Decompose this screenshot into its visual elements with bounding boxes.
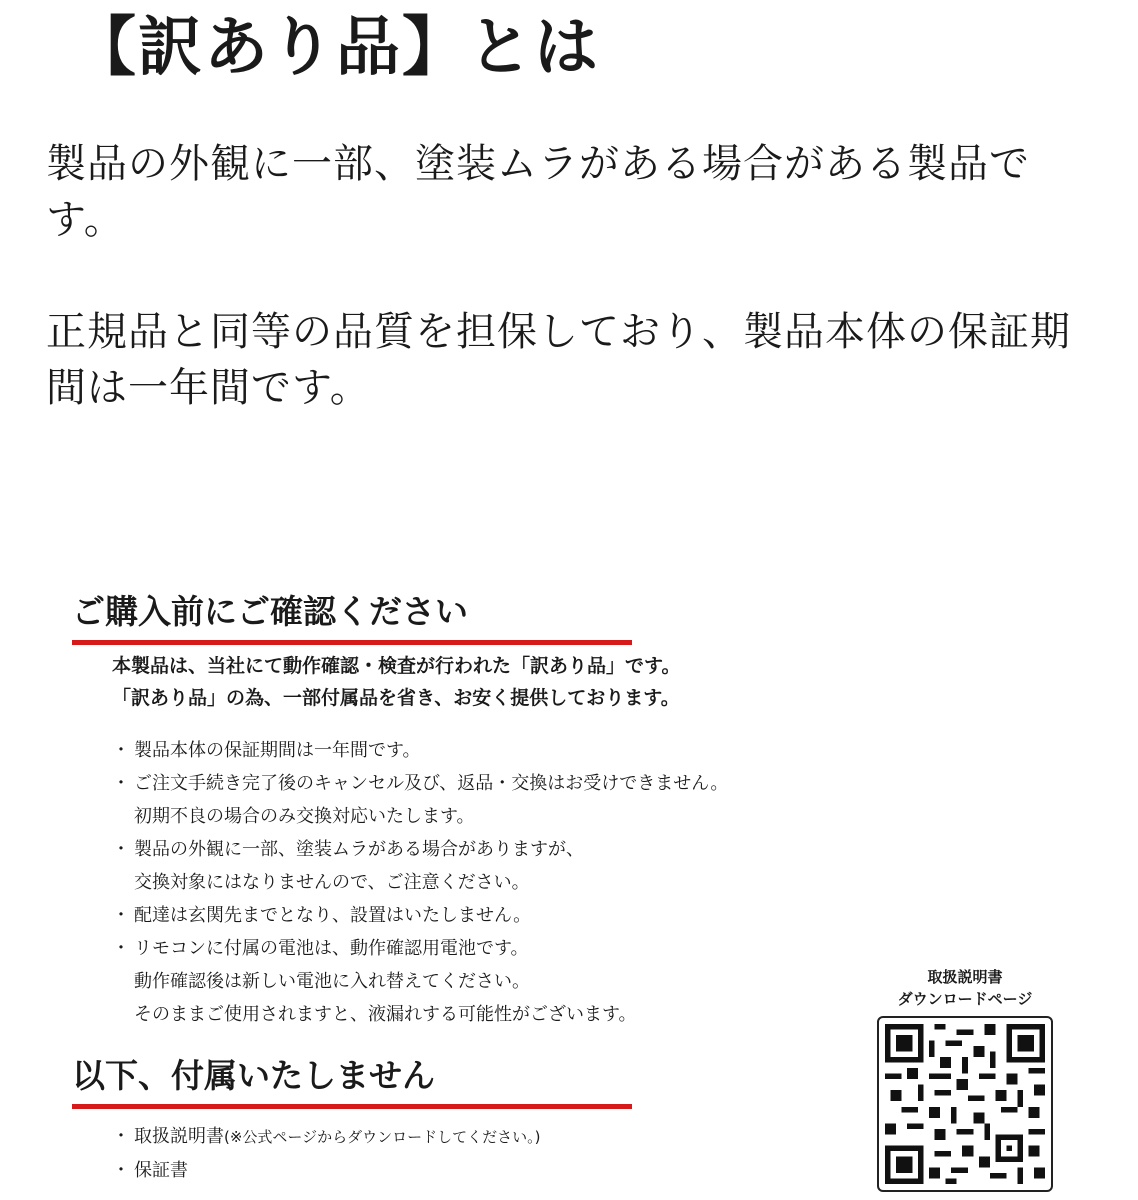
bullet-item	[112, 932, 728, 1031]
description-paragraph-2: 正規品と同等の品質を担保しており、製品本体の保証期間は一年間です。	[46, 309, 1071, 411]
qr-code-frame[interactable]	[877, 1016, 1053, 1192]
bullet-text-continued: 交換対象にはなりませんので、ご注意ください。	[134, 872, 530, 893]
bullet-text: ご注文手続き完了後のキャンセル及び、返品・交換はお受けできません。	[134, 773, 729, 794]
bullet-item	[112, 767, 728, 833]
description-paragraph-1: 製品の外観に一部、塗装ムラがある場合がある製品です。	[46, 141, 1030, 243]
accessory-label: 保証書	[134, 1160, 188, 1181]
bullet-text: 配達は玄関先までとなり、設置はいたしません。	[134, 905, 532, 926]
bullet-item	[112, 899, 728, 932]
confirm-intro-line-1: 本製品は、当社にて動作確認・検査が行われた「訳あり品」です。	[112, 655, 681, 677]
bullet-text-continued: そのままご使用されますと、液漏れする可能性がございます。	[134, 1004, 637, 1025]
bullet-dot: ・	[112, 1126, 130, 1147]
bullet-item	[112, 833, 728, 899]
page-title: 【訳あり品】とは	[72, 11, 600, 85]
bullet-dot: ・	[112, 1160, 130, 1181]
qr-caption-line-1: 取扱説明書	[927, 968, 1003, 986]
bullet-text-continued: 初期不良の場合のみ交換対応いたします。	[134, 806, 475, 827]
bullet-item	[112, 734, 728, 767]
accessories-list	[112, 1120, 540, 1187]
bullet-dot: ・	[112, 740, 130, 761]
bullet-dot: ・	[112, 839, 130, 860]
accessory-note: (※公式ページからダウンロードしてください。)	[224, 1128, 541, 1146]
accessory-item	[112, 1120, 540, 1154]
accessories-heading: 以下、付属いたしません	[72, 1054, 632, 1109]
bullet-text: 製品本体の保証期間は一年間です。	[134, 740, 421, 761]
qr-caption-line-2: ダウンロードページ	[897, 990, 1033, 1008]
bullet-dot: ・	[112, 905, 130, 926]
bullet-text: リモコンに付属の電池は、動作確認用電池です。	[134, 938, 529, 959]
bullet-text-continued: 動作確認後は新しい電池に入れ替えてください。	[134, 971, 530, 992]
confirm-bullet-list	[112, 734, 728, 1031]
bullet-dot: ・	[112, 773, 130, 794]
confirm-intro	[112, 650, 680, 714]
confirm-intro-line-2: 「訳あり品」の為、一部付属品を省き、お安く提供しております。	[112, 687, 680, 709]
qr-code-icon	[885, 1024, 1045, 1184]
bullet-dot: ・	[112, 938, 130, 959]
bullet-text: 製品の外観に一部、塗装ムラがある場合がありますが、	[134, 839, 584, 860]
qr-download-block	[870, 966, 1060, 1192]
confirm-heading: ご購入前にご確認ください	[72, 590, 632, 645]
accessory-item	[112, 1154, 540, 1187]
accessory-label: 取扱説明書	[134, 1126, 224, 1147]
